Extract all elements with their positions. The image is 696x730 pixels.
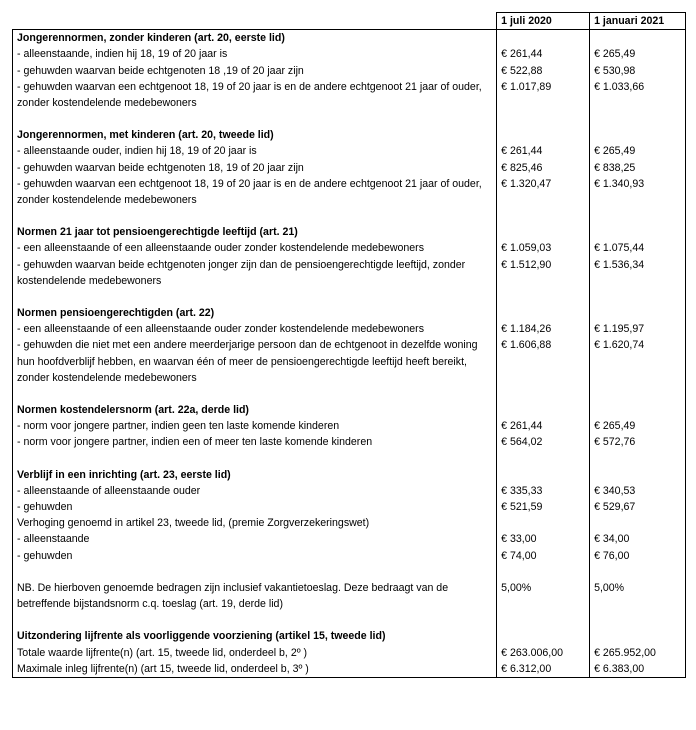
spacer-row (13, 289, 686, 305)
row-label: - alleenstaande, indien hij 18, 19 of 20 jaar is (13, 46, 497, 62)
value-2020 (497, 564, 590, 580)
value-2020 (497, 451, 590, 467)
value-2021 (590, 224, 686, 240)
row-label: - gehuwden die niet met een andere meerderjarige persoon dan de echtgenoot in dezelfde woning hun hoofdverblijf hebben, en waarvan één of meer de pensioengerechtigde leeftijd heeft bereikt, zonder kostendelende medebewoners (13, 337, 497, 386)
row-label: - alleenstaande (13, 531, 497, 547)
row-label: Maximale inleg lijfrente(n) (art 15, tweede lid, onderdeel b, 3º ) (13, 661, 497, 678)
value-2021: 5,00% (590, 580, 686, 612)
value-2020: € 522,88 (497, 63, 590, 79)
table-row (13, 418, 686, 434)
value-2021: € 265,49 (590, 46, 686, 62)
table-row (13, 79, 686, 111)
header-blank-cell (13, 13, 497, 30)
row-label: - gehuwden waarvan beide echtgenoten 18, 19 of 20 jaar zijn (13, 160, 497, 176)
row-label: - norm voor jongere partner, indien geen ten laste komende kinderen (13, 418, 497, 434)
value-2020: € 6.312,00 (497, 661, 590, 678)
value-2021: € 340,53 (590, 483, 686, 499)
table-row (13, 580, 686, 612)
row-label: - gehuwden waarvan een echtgenoot 18, 19 of 20 jaar is en de andere echtgenoot 21 jaar of ouder, zonder kostendelende medebewoners (13, 176, 497, 208)
table-row (13, 434, 686, 450)
value-2021: € 530,98 (590, 63, 686, 79)
row-label: - alleenstaande ouder, indien hij 18, 19 of 20 jaar is (13, 143, 497, 159)
value-2021 (590, 628, 686, 644)
value-2020: € 261,44 (497, 418, 590, 434)
row-label (13, 208, 497, 224)
section-title: Verblijf in een inrichting (art. 23, eerste lid) (13, 467, 497, 483)
section-heading-row (13, 224, 686, 240)
table-row (13, 46, 686, 62)
value-2020: € 74,00 (497, 548, 590, 564)
row-label: Totale waarde lijfrente(n) (art. 15, tweede lid, onderdeel b, 2º ) (13, 645, 497, 661)
value-2021 (590, 402, 686, 418)
row-label: - een alleenstaande of een alleenstaande ouder zonder kostendelende medebewoners (13, 321, 497, 337)
spacer-row (13, 451, 686, 467)
value-2021: € 34,00 (590, 531, 686, 547)
value-2021: € 1.033,66 (590, 79, 686, 111)
value-2020: € 335,33 (497, 483, 590, 499)
row-label: - gehuwden (13, 548, 497, 564)
header-col-2021: 1 januari 2021 (590, 13, 686, 30)
row-label (13, 386, 497, 402)
value-2020: € 1.017,89 (497, 79, 590, 111)
table-row (13, 548, 686, 564)
value-2021: € 265,49 (590, 143, 686, 159)
value-2021 (590, 305, 686, 321)
spacer-row (13, 612, 686, 628)
table-row (13, 483, 686, 499)
value-2020 (497, 208, 590, 224)
section-title: Jongerennormen, zonder kinderen (art. 20, eerste lid) (13, 30, 497, 47)
row-label (13, 289, 497, 305)
table-row (13, 321, 686, 337)
value-2021: € 1.340,93 (590, 176, 686, 208)
value-2020: € 825,46 (497, 160, 590, 176)
value-2020: 5,00% (497, 580, 590, 612)
row-label: - gehuwden waarvan beide echtgenoten 18 ,19 of 20 jaar zijn (13, 63, 497, 79)
row-label (13, 451, 497, 467)
value-2021 (590, 451, 686, 467)
value-2020: € 564,02 (497, 434, 590, 450)
table-row (13, 176, 686, 208)
row-label: Verhoging genoemd in artikel 23, tweede lid, (premie Zorgverzekeringswet) (13, 515, 497, 531)
section-title: Normen 21 jaar tot pensioengerechtigde leeftijd (art. 21) (13, 224, 497, 240)
value-2020 (497, 111, 590, 127)
table-row (13, 63, 686, 79)
spacer-row (13, 386, 686, 402)
section-heading-row (13, 628, 686, 644)
value-2020: € 261,44 (497, 46, 590, 62)
value-2021 (590, 467, 686, 483)
value-2020 (497, 515, 590, 531)
value-2021: € 1.536,34 (590, 257, 686, 289)
table-header-row (13, 13, 686, 30)
row-label: - gehuwden (13, 499, 497, 515)
value-2020 (497, 289, 590, 305)
section-heading-row (13, 127, 686, 143)
section-heading-row (13, 402, 686, 418)
value-2021 (590, 386, 686, 402)
value-2021: € 265,49 (590, 418, 686, 434)
table-row (13, 645, 686, 661)
table-body (13, 30, 686, 678)
section-title: Normen pensioengerechtigden (art. 22) (13, 305, 497, 321)
spacer-row (13, 111, 686, 127)
value-2021: € 6.383,00 (590, 661, 686, 678)
value-2021: € 1.620,74 (590, 337, 686, 386)
value-2020 (497, 628, 590, 644)
value-2021: € 265.952,00 (590, 645, 686, 661)
section-heading-row (13, 30, 686, 47)
row-label: - alleenstaande of alleenstaande ouder (13, 483, 497, 499)
table-row (13, 160, 686, 176)
table-row (13, 531, 686, 547)
value-2020: € 33,00 (497, 531, 590, 547)
value-2021 (590, 515, 686, 531)
value-2020 (497, 386, 590, 402)
value-2020 (497, 612, 590, 628)
value-2020: € 1.184,26 (497, 321, 590, 337)
value-2021: € 838,25 (590, 160, 686, 176)
row-label (13, 612, 497, 628)
value-2020: € 1.606,88 (497, 337, 590, 386)
value-2021: € 1.195,97 (590, 321, 686, 337)
section-title: Normen kostendelersnorm (art. 22a, derde lid) (13, 402, 497, 418)
norms-table (12, 12, 686, 678)
value-2021: € 529,67 (590, 499, 686, 515)
value-2020 (497, 127, 590, 143)
table-row (13, 240, 686, 256)
section-title: Jongerennormen, met kinderen (art. 20, tweede lid) (13, 127, 497, 143)
value-2020: € 1.059,03 (497, 240, 590, 256)
row-label: - norm voor jongere partner, indien een of meer ten laste komende kinderen (13, 434, 497, 450)
value-2020: € 263.006,00 (497, 645, 590, 661)
table-row (13, 143, 686, 159)
value-2020 (497, 467, 590, 483)
section-heading-row (13, 305, 686, 321)
row-label: - gehuwden waarvan beide echtgenoten jonger zijn dan de pensioengerechtigde leeftijd, zonder kostendelende medebewoners (13, 257, 497, 289)
value-2021 (590, 612, 686, 628)
value-2020 (497, 402, 590, 418)
value-2020 (497, 305, 590, 321)
table-row (13, 661, 686, 678)
value-2020: € 261,44 (497, 143, 590, 159)
value-2020 (497, 30, 590, 47)
value-2021 (590, 30, 686, 47)
value-2021 (590, 289, 686, 305)
value-2021: € 76,00 (590, 548, 686, 564)
row-label: - gehuwden waarvan een echtgenoot 18, 19 of 20 jaar is en de andere echtgenoot 21 jaar of ouder, zonder kostendelende medebewoners (13, 79, 497, 111)
table-row (13, 515, 686, 531)
value-2021 (590, 127, 686, 143)
row-label (13, 111, 497, 127)
row-label: NB. De hierboven genoemde bedragen zijn inclusief vakantietoeslag. Deze bedraagt van de betreffende bijstandsnorm c.q. toeslag (art. 19, derde lid) (13, 580, 497, 612)
spacer-row (13, 564, 686, 580)
section-title: Uitzondering lijfrente als voorliggende voorziening (artikel 15, tweede lid) (13, 628, 497, 644)
table-row (13, 499, 686, 515)
row-label (13, 564, 497, 580)
value-2021: € 572,76 (590, 434, 686, 450)
value-2020: € 1.512,90 (497, 257, 590, 289)
value-2020: € 521,59 (497, 499, 590, 515)
value-2021: € 1.075,44 (590, 240, 686, 256)
header-col-2020: 1 juli 2020 (497, 13, 590, 30)
value-2021 (590, 111, 686, 127)
table-row (13, 257, 686, 289)
value-2021 (590, 564, 686, 580)
table-row (13, 337, 686, 386)
section-heading-row (13, 467, 686, 483)
spacer-row (13, 208, 686, 224)
value-2021 (590, 208, 686, 224)
value-2020 (497, 224, 590, 240)
row-label: - een alleenstaande of een alleenstaande ouder zonder kostendelende medebewoners (13, 240, 497, 256)
value-2020: € 1.320,47 (497, 176, 590, 208)
